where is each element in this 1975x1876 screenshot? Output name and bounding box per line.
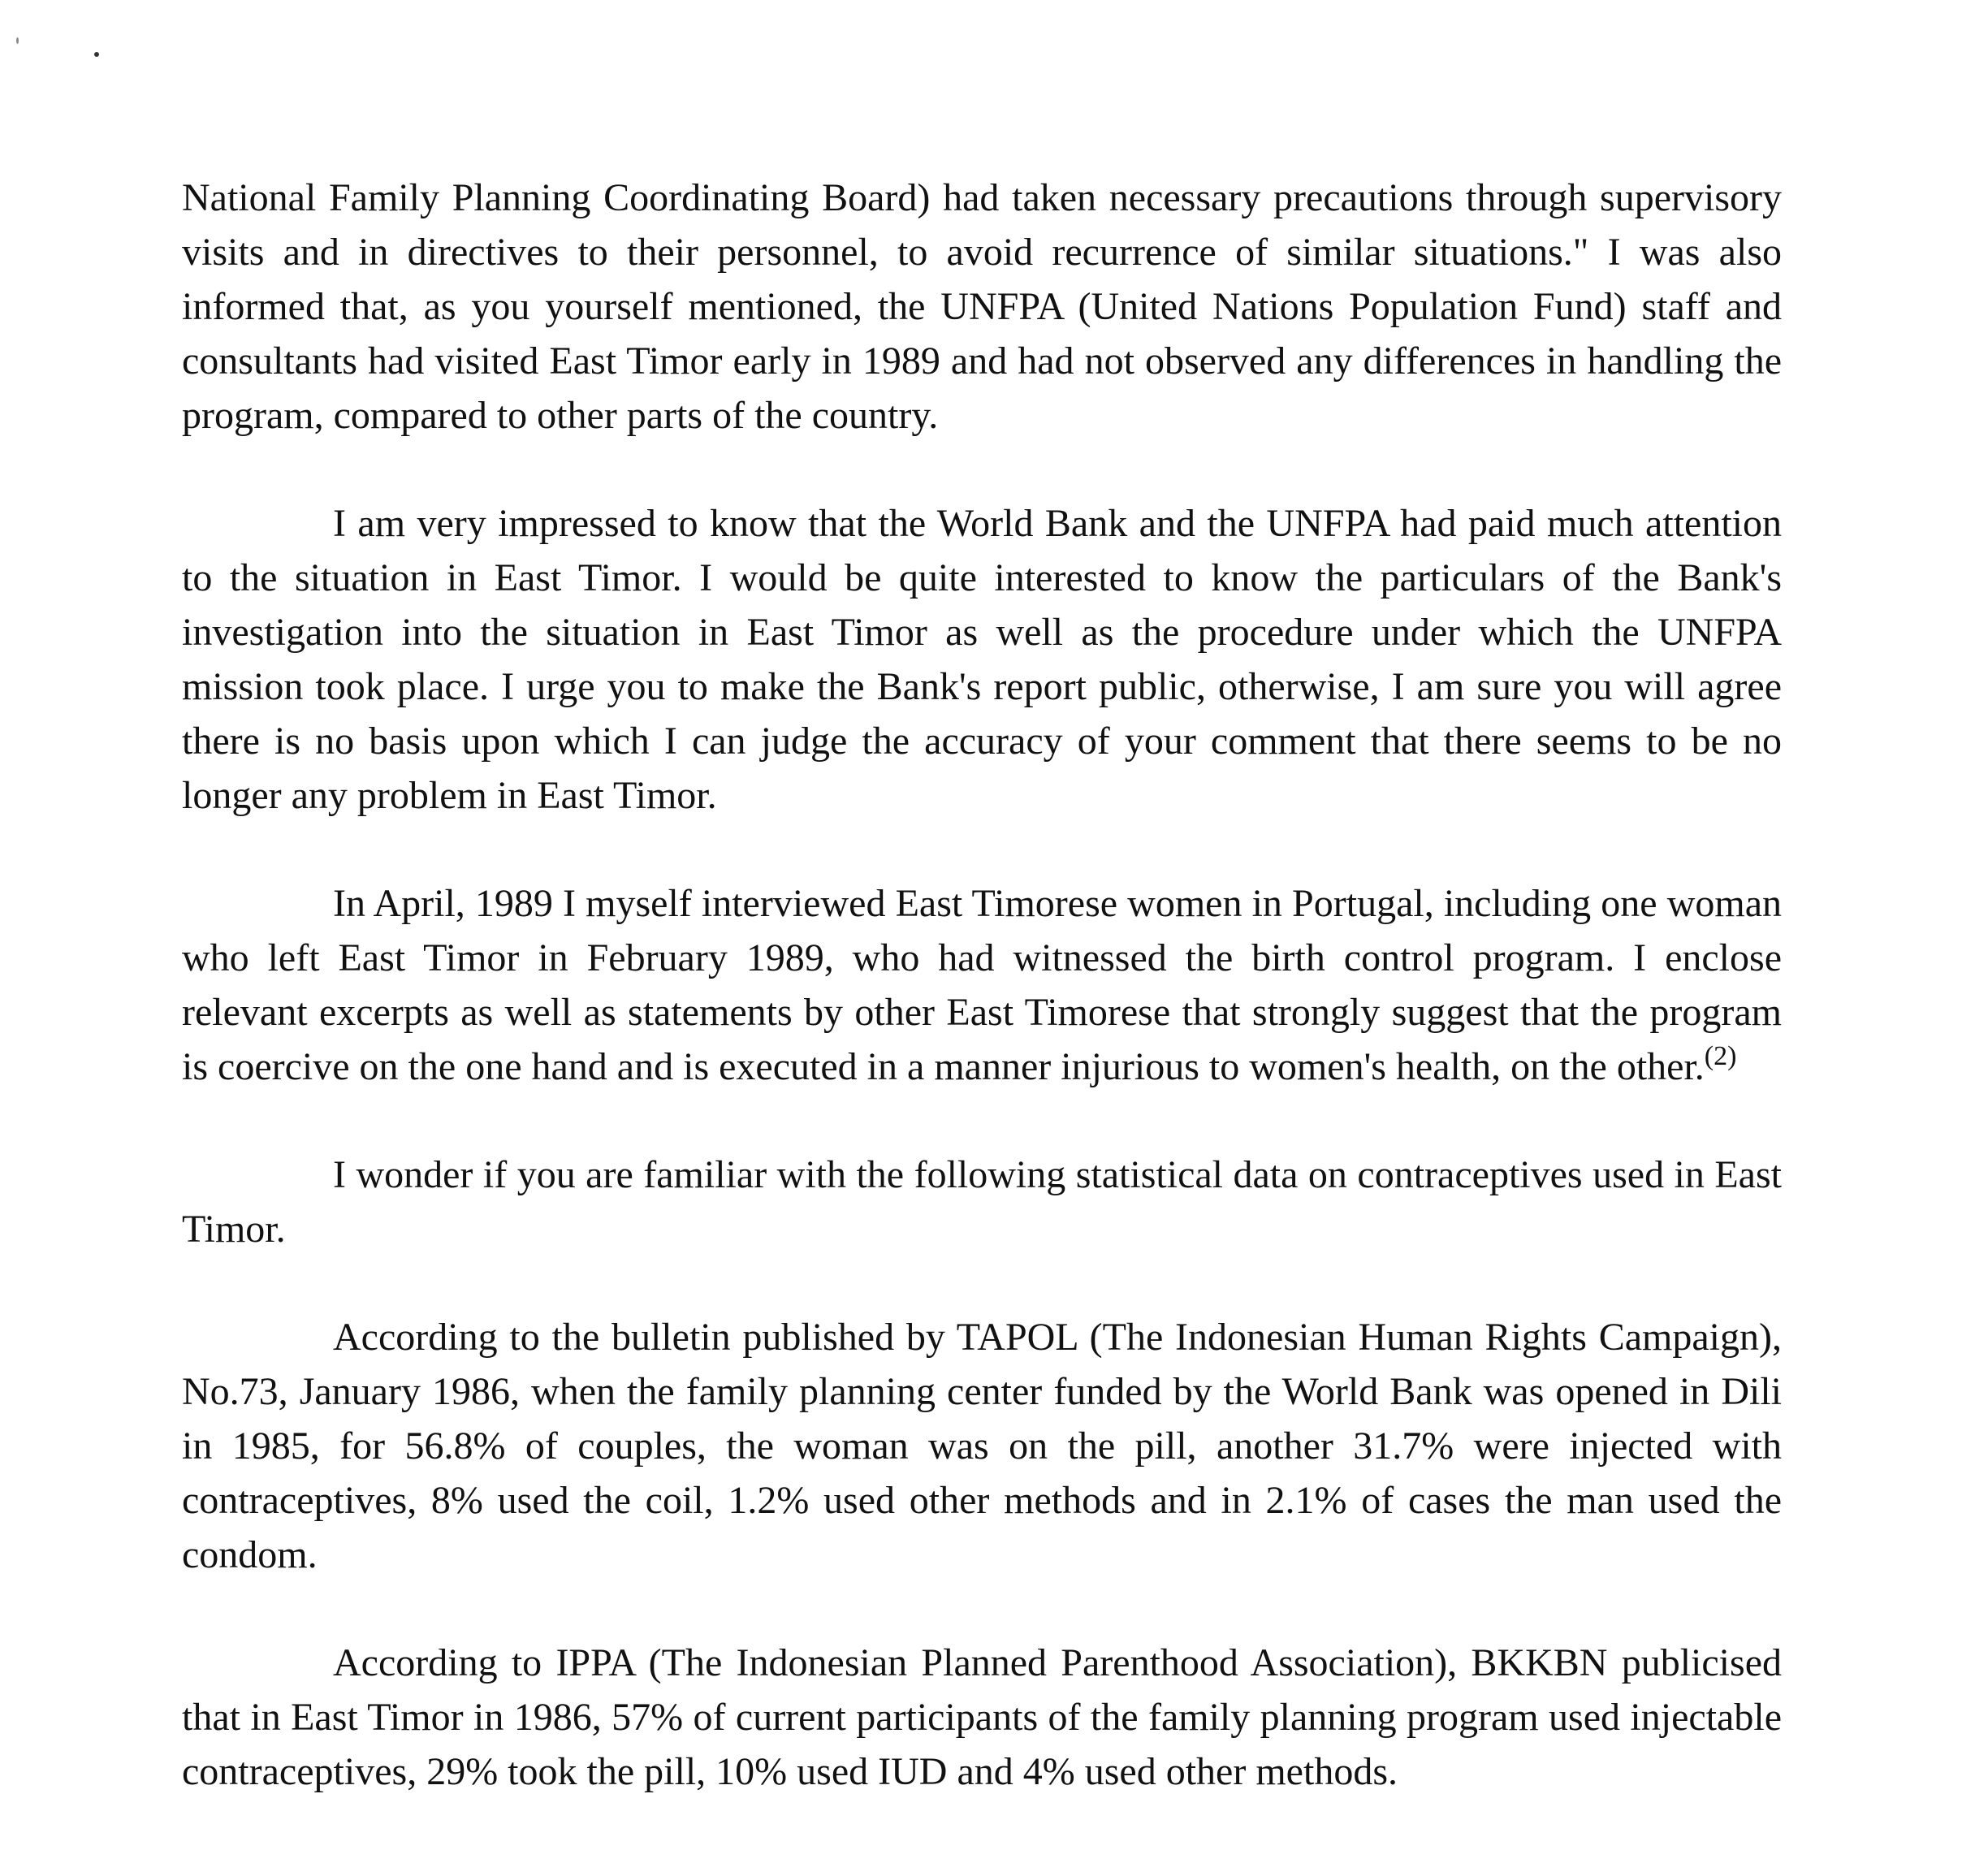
paragraph-6-text: According to IPPA (The Indonesian Planned Parenthood Association), BKKBN publicised that in East Timor in 1986, 57% of current participants of the family planning program used injectable contraceptives, 29% took the pill, 10% used IUD and 4% used other methods.	[182, 1641, 1782, 1793]
scan-speck	[94, 52, 99, 57]
paragraph-4	[182, 1148, 1782, 1256]
paragraph-6	[182, 1636, 1782, 1799]
paragraph-4-text: I wonder if you are familiar with the following statistical data on contraceptives used in East Timor.	[182, 1153, 1782, 1251]
scan-speck	[16, 37, 19, 44]
paragraph-2-text: I am very impressed to know that the World Bank and the UNFPA had paid much attention to the situation in East Timor. I would be quite interested to know the particulars of the Bank's investigation into the situation in East Timor as well as the procedure under which the UNFPA mission took place. I urge you to make the Bank's report public, otherwise, I am sure you will agree there is no basis upon which I can judge the accuracy of your comment that there seems to be no longer any problem in East Timor.	[182, 502, 1782, 817]
paragraph-1-text: National Family Planning Coordinating Board) had taken necessary precautions through supervisory visits and in directives to their personnel, to avoid recurrence of similar situations." I was also informed that, as you yourself mentioned, the UNFPA (United Nations Population Fund) staff and consultants had visited East Timor early in 1989 and had not observed any differences in handling the program, compared to other parts of the country.	[182, 176, 1782, 437]
paragraph-2	[182, 496, 1782, 823]
paragraph-3	[182, 876, 1782, 1094]
paragraph-5-text: According to the bulletin published by TAPOL (The Indonesian Human Rights Campaign), No.73, January 1986, when the family planning center funded by the World Bank was opened in Dili in 1985, for 56.8% of couples, the woman was on the pill, another 31.7% were injected with contraceptives, 8% used the coil, 1.2% used other methods and in 2.1% of cases the man used the condom.	[182, 1316, 1782, 1576]
paragraph-3-text: In April, 1989 I myself interviewed East Timorese women in Portugal, including one woman who left East Timor in February 1989, who had witnessed the birth control program. I enclose relevant excerpts as well as statements by other East Timorese that strongly suggest that the program is coercive on the one hand and is executed in a manner injurious to women's health, on the other.	[182, 882, 1782, 1088]
paragraph-1	[182, 171, 1782, 443]
footnote-reference: (2)	[1704, 1041, 1737, 1071]
letter-body	[182, 171, 1782, 1799]
paragraph-5	[182, 1310, 1782, 1582]
